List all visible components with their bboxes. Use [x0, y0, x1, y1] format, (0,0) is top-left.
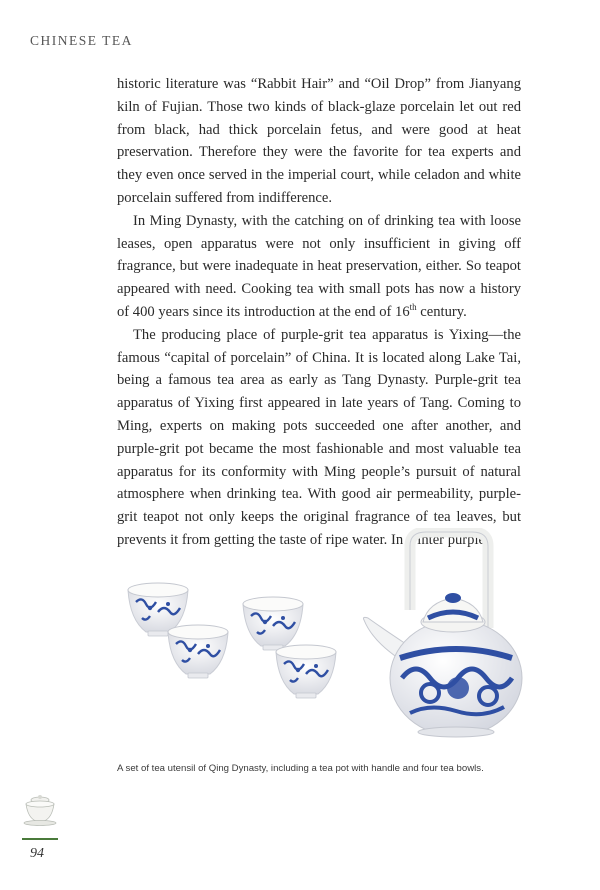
paragraph-2-text: In Ming Dynasty, with the catching on of drinking tea with loose leases, open apparatus were not only insufficient in giving off fragrance, but were inadequate in heat preservation, either. So teapot appeared with need. Cooking tea with small pots has now a history of 400 years since its introduction at the end of 16: [117, 212, 521, 320]
running-header: CHINESE TEA: [30, 33, 133, 48]
tea-bowl-3: [168, 625, 228, 678]
paragraph-3: The producing place of purple-grit tea apparatus is Yixing—the famous “capital of porcelain” of China. It is located along Lake Tai, being a famous tea area as early as Tang Dynasty. Purple-grit tea apparatus of Yixing first appeared in late years of Tang. Coming to Ming, experts on making pots succeeded one after another, and purple-grit pot became the most fashionable and most valuable tea apparatus for its conformity with Ming people’s pursuit of natural atmosphere when drinking tea. With good air permeability, purple-grit teapot not only keeps the original fragrance of tea leaves, but prevents it from getting the taste of ripe water. In winter purple-: [117, 326, 521, 548]
tea-set-photo: [110, 528, 530, 748]
page-number: 94: [30, 846, 44, 861]
tea-bowl-4: [276, 645, 336, 698]
paragraph-2-end: century.: [416, 303, 467, 320]
paragraph-2: [117, 210, 521, 324]
footer-rule: [22, 838, 58, 840]
tea-bowl-2: [243, 597, 303, 650]
paragraph-1: historic literature was “Rabbit Hair” and “Oil Drop” from Jianyang kiln of Fujian. Those two kinds of black-glaze porcelain let out red from black, had thick porcelain fetus, and were good at heat preservation. Therefore they were the favorite for tea experts and they even once served in the imperial court, while celadon and white porcelain suffered from indifference.: [117, 76, 521, 206]
figure-caption: A set of tea utensil of Qing Dynasty, including a tea pot with handle and four tea bowls.: [117, 763, 484, 774]
superscript-th: th: [409, 302, 417, 313]
tea-cup-icon: [20, 792, 60, 826]
teapot: [364, 532, 523, 737]
body-text: [117, 73, 521, 552]
